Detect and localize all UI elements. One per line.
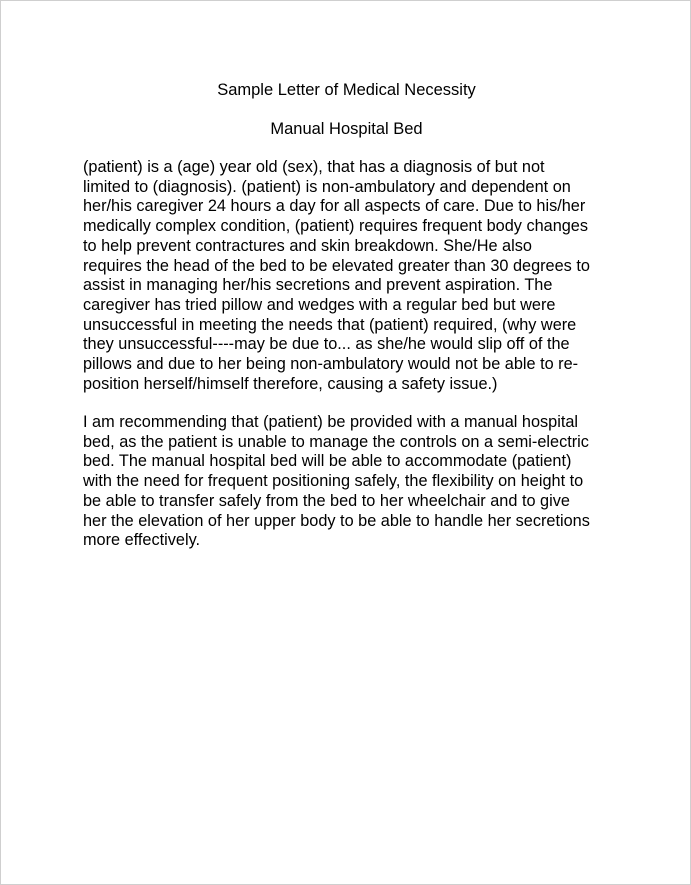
- document-title: Sample Letter of Medical Necessity: [217, 81, 476, 99]
- paragraph-line: limited to (diagnosis). (patient) is non-ambulatory and dependent on: [83, 177, 571, 196]
- paragraph-line: bed, as the patient is unable to manage the controls on a semi-electric: [83, 432, 589, 451]
- paragraph-line: requires the head of the bed to be elevated greater than 30 degrees to: [83, 256, 590, 275]
- document-subtitle: Manual Hospital Bed: [270, 120, 423, 138]
- body-paragraph-1: [83, 158, 623, 394]
- paragraph-line: position herself/himself therefore, causing a safety issue.): [83, 374, 498, 393]
- paragraph-line: unsuccessful in meeting the needs that (patient) required, (why were: [83, 315, 577, 334]
- paragraph-line: pillows and due to her being non-ambulatory would not be able to re-: [83, 355, 579, 374]
- paragraph-line: I am recommending that (patient) be provided with a manual hospital: [83, 413, 579, 431]
- paragraph-line: bed. The manual hospital bed will be able to accommodate (patient): [83, 452, 572, 471]
- paragraph-line: they unsuccessful----may be due to... as she/he would slip off of the: [83, 335, 570, 354]
- paragraph-line: (patient) is a (age) year old (sex), that has a diagnosis of but not: [83, 158, 545, 176]
- paragraph-line: assist in managing her/his secretions and prevent aspiration. The: [83, 276, 553, 295]
- paragraph-line: her the elevation of her upper body to be able to handle her secretions: [83, 511, 590, 530]
- paragraph-line: more effectively.: [83, 531, 201, 550]
- paragraph-line: with the need for frequent positioning safely, the flexibility on height to: [83, 472, 584, 491]
- paragraph-line: be able to transfer safely from the bed to her wheelchair and to give: [83, 491, 570, 510]
- body-paragraph-2: [83, 413, 623, 551]
- paragraph-line: to help prevent contractures and skin breakdown. She/He also: [83, 236, 532, 255]
- paragraph-line: medically complex condition, (patient) requires frequent body changes: [83, 217, 588, 236]
- paragraph-line: her/his caregiver 24 hours a day for all aspects of care. Due to his/her: [83, 197, 586, 216]
- paragraph-line: caregiver has tried pillow and wedges with a regular bed but were: [83, 295, 556, 314]
